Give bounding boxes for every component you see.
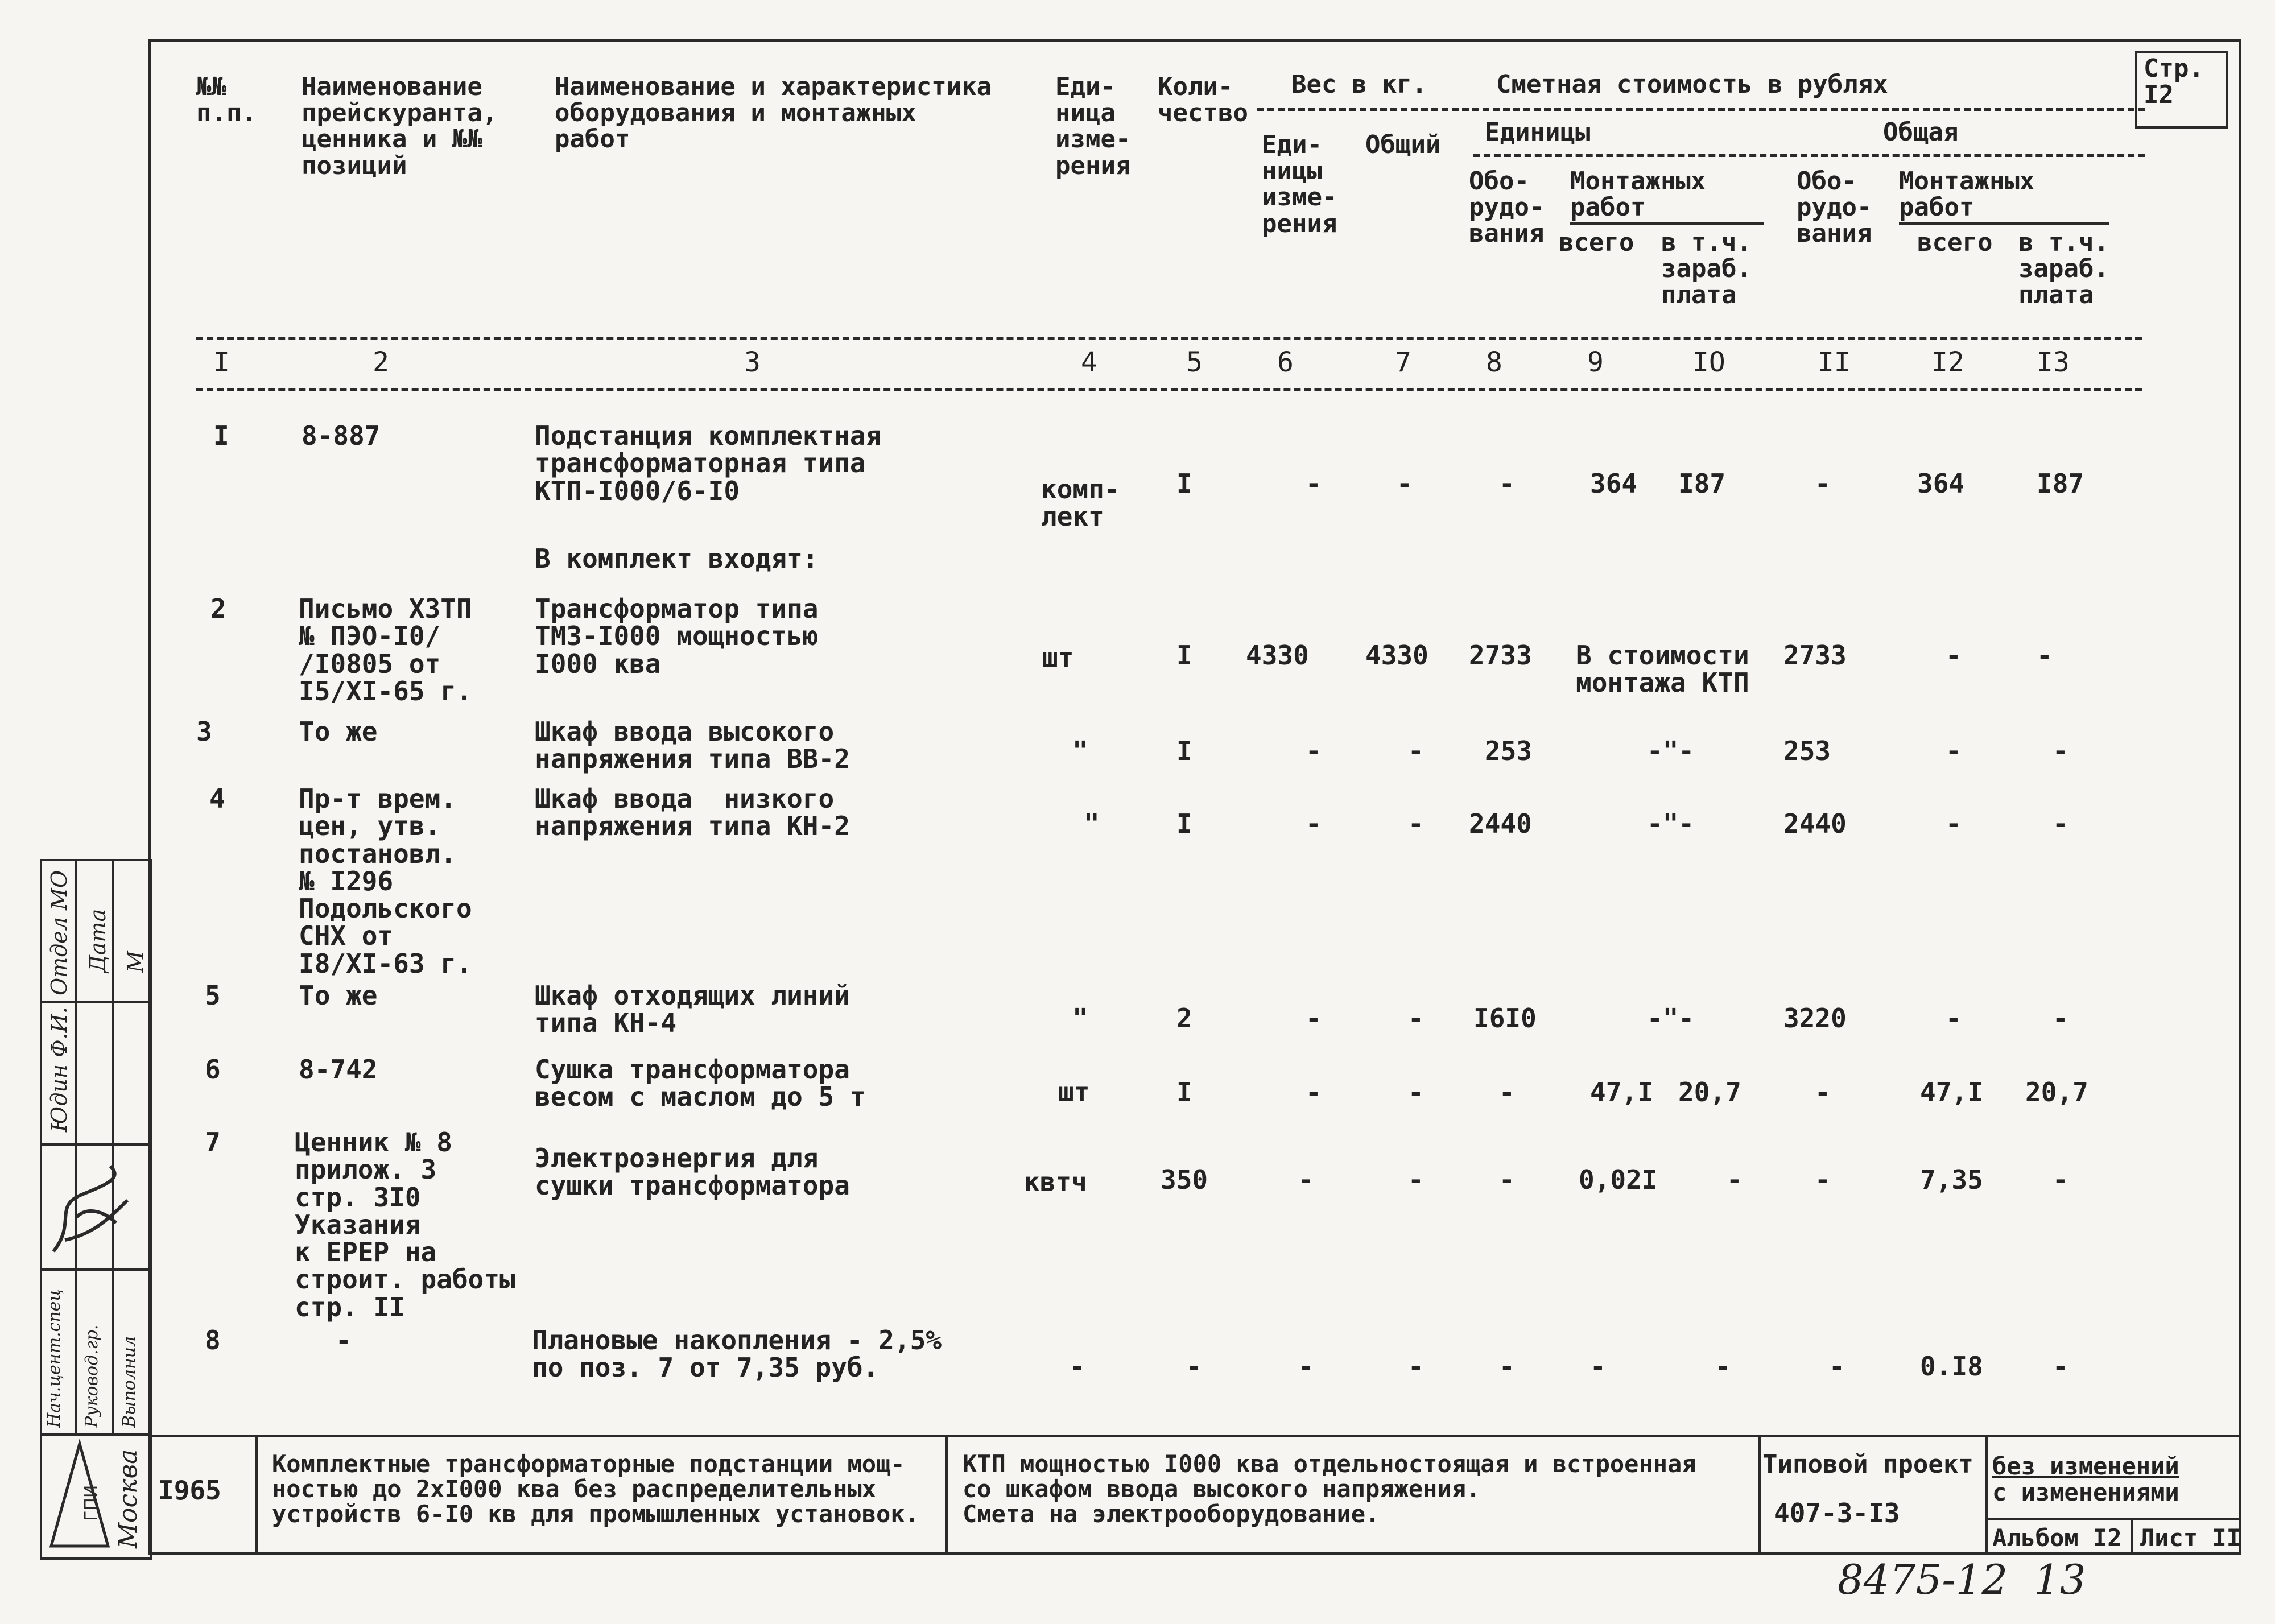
title-block-top-line — [148, 1435, 2241, 1437]
row6-c11: - — [1815, 1077, 1831, 1108]
row2-unit: шт — [1042, 642, 1074, 673]
row6-w-unit: - — [1306, 1077, 1322, 1108]
side-stamp-hline-1 — [40, 1001, 148, 1003]
row7-unit: квтч — [1024, 1167, 1087, 1197]
row1-unit: комп- лект — [1041, 474, 1120, 532]
side-stamp-role-2: Руковод.гр. — [82, 1324, 102, 1428]
row8-w-unit: - — [1298, 1351, 1314, 1382]
row8-unit: - — [1070, 1351, 1085, 1382]
header-col-weight: Вес в кг. — [1291, 70, 1427, 99]
title-project-no: 407-3-I3 — [1774, 1498, 1900, 1528]
side-stamp-hline-3 — [40, 1268, 148, 1271]
title-block-sep-2 — [945, 1435, 948, 1555]
row2-c11: 2733 — [1783, 640, 1847, 671]
header-cost-line — [1473, 154, 2145, 157]
row6-qty: I — [1176, 1077, 1192, 1108]
row7-no: 7 — [205, 1127, 221, 1158]
colnum-4: 4 — [1081, 346, 1097, 378]
title-no-changes: без изменений — [1992, 1452, 2179, 1480]
row3-name: Шкаф ввода высокого напряжения типа ВВ-2 — [535, 716, 850, 775]
header-col-qty: Коли- чество — [1158, 72, 1248, 128]
row8-w-total: - — [1408, 1351, 1424, 1382]
side-stamp-hline-4 — [40, 1433, 148, 1436]
row1-c8: - — [1499, 468, 1515, 499]
row4-w-unit: - — [1306, 808, 1322, 839]
row4-c13: - — [2053, 808, 2068, 839]
row8-no: 8 — [205, 1325, 221, 1356]
colnum-8: 8 — [1486, 346, 1502, 378]
title-block-sep-3 — [1758, 1435, 1761, 1555]
row4-qty: I — [1176, 808, 1192, 839]
row3-w-unit: - — [1306, 735, 1322, 766]
row8-c13: - — [2053, 1351, 2068, 1382]
row2-w-unit: 4330 — [1246, 640, 1309, 671]
row6-c13: 20,7 — [2025, 1077, 2088, 1108]
side-stamp-vline-1 — [75, 859, 77, 1433]
header-col-cost: Сметная стоимость в рублях — [1496, 70, 1888, 99]
row3-no: 3 — [196, 716, 212, 747]
row6-unit: шт — [1058, 1077, 1090, 1108]
row3-c13: - — [2053, 735, 2068, 766]
row4-c8: 2440 — [1469, 808, 1532, 839]
row5-c9: -"- — [1647, 1003, 1695, 1034]
header-col-cost-total: Общая — [1883, 118, 1959, 147]
row5-c12: - — [1946, 1003, 1962, 1034]
row1-c13: I87 — [2037, 468, 2084, 499]
colnum-11: II — [1818, 346, 1851, 378]
colnum-13: I3 — [2037, 346, 2070, 378]
row2-qty: I — [1176, 640, 1192, 671]
colnum-7: 7 — [1395, 346, 1411, 378]
title-sheet: Лист II — [2140, 1524, 2241, 1552]
row5-ref: То же — [299, 980, 378, 1011]
row1-c9: 364 — [1590, 468, 1638, 499]
title-year: I965 — [158, 1475, 221, 1506]
row7-ref: Ценник № 8 прилож. 3 стр. 3I0 Указания к ЕРЕР на строит. работы стр. II — [295, 1127, 515, 1323]
header-wage-unit: в т.ч. зараб. плата — [1661, 228, 1752, 310]
row4-ref: Пр-т врем. цен, утв. постановл. № I296 Подольского СНХ от I8/XI-63 г. — [299, 783, 472, 979]
header-wage-total: в т.ч. зараб. плата — [2018, 228, 2109, 310]
title-desc-right: КТП мощностью I000 ква отдельностоящая и встроенная со шкафом ввода высокого напряжения. Смета на электрооборудование. — [963, 1450, 1696, 1528]
header-col-cost-unit: Единицы — [1485, 118, 1591, 147]
title-block-vline-sheet — [2131, 1518, 2133, 1555]
row1-c12: 364 — [1917, 468, 1965, 499]
colnum-5: 5 — [1186, 346, 1203, 378]
side-stamp-col-1: Отдел МО — [47, 870, 72, 995]
row1-w-unit: - — [1306, 468, 1322, 499]
signature-icon — [42, 1155, 144, 1263]
title-album: Альбом I2 — [1992, 1524, 2122, 1552]
row4-name: Шкаф ввода низкого напряжения типа КН-2 — [535, 783, 850, 842]
row2-no: 2 — [210, 593, 226, 624]
row3-c9: -"- — [1647, 735, 1695, 766]
title-block-hline-right — [1985, 1518, 2241, 1520]
row4-c9: -"- — [1647, 808, 1695, 839]
row5-qty: 2 — [1176, 1003, 1192, 1034]
title-block-sep-1 — [255, 1435, 258, 1555]
colnum-6: 6 — [1277, 346, 1294, 378]
row8-c10: - — [1715, 1351, 1731, 1382]
colnum-12: I2 — [1931, 346, 1964, 378]
row5-w-unit: - — [1306, 1003, 1322, 1034]
row4-c11: 2440 — [1783, 808, 1847, 839]
row6-no: 6 — [205, 1054, 221, 1085]
colnum-3: 3 — [744, 346, 761, 378]
row8-qty: - — [1186, 1351, 1202, 1382]
kit-includes-label: В комплект входят: — [535, 543, 819, 574]
row1-qty: I — [1176, 468, 1192, 499]
row6-name: Сушка трансформатора весом с маслом до 5 т — [535, 1054, 866, 1113]
row1-ref: 8-887 — [302, 420, 381, 451]
gpi-logo-icon — [46, 1438, 114, 1552]
row8-c12: 0.I8 — [1920, 1351, 1983, 1382]
row5-unit: " — [1072, 1003, 1088, 1034]
row2-c9: В стоимости монтажа КТП — [1576, 640, 1749, 699]
colnum-1: I — [213, 346, 230, 378]
row8-c8: - — [1499, 1351, 1515, 1382]
side-stamp-col-2: Дата — [85, 908, 110, 973]
row7-c8: - — [1499, 1164, 1515, 1195]
header-equip-total: Обо- рудо- вания — [1797, 167, 1872, 249]
row5-w-total: - — [1408, 1003, 1424, 1034]
svg-text:ГПИ: ГПИ — [81, 1485, 101, 1521]
row3-w-total: - — [1408, 735, 1424, 766]
row1-no: I — [213, 420, 229, 451]
row4-no: 4 — [209, 783, 225, 814]
row1-name: Подстанция комплектная трансформаторная типа КТП-I000/6-I0 — [535, 420, 882, 506]
row2-c13: - — [2037, 640, 2053, 671]
row2-w-total: 4330 — [1365, 640, 1428, 671]
header-all-total: всего — [1917, 228, 1993, 257]
handwritten-archive-number: 8475-12 13 — [1838, 1556, 2086, 1604]
header-mount-underline-1 — [1570, 222, 1764, 225]
row2-c8: 2733 — [1469, 640, 1532, 671]
colnum-9: 9 — [1587, 346, 1604, 378]
colnum-10: IO — [1692, 346, 1725, 378]
row7-c9: 0,02I — [1579, 1164, 1658, 1195]
title-desc-left: Комплектные трансформаторные подстанции мощ- ностью до 2хI000 ква без распределительных устройств 6-I0 кв для промышленных установок. — [272, 1450, 919, 1528]
row8-name: Плановые накопления - 2,5% по поз. 7 от 7,35 руб. — [532, 1325, 942, 1383]
row6-c9: 47,I — [1590, 1077, 1653, 1108]
row5-c8: I6I0 — [1473, 1003, 1537, 1034]
row4-unit: " — [1084, 808, 1100, 839]
colnum-bottom-line — [196, 388, 2142, 391]
row7-name: Электроэнергия для сушки трансформатора — [535, 1143, 850, 1201]
header-weight-line — [1257, 108, 2145, 111]
row1-c10: I87 — [1678, 468, 1726, 499]
title-project-label: Типовой проект — [1762, 1450, 1973, 1479]
header-col-pricelist: Наименование прейскуранта, ценника и №№ позиций — [302, 72, 498, 180]
side-stamp-col-3: М — [123, 951, 148, 973]
row3-c8: 253 — [1485, 735, 1533, 766]
title-with-changes: с изменениями — [1992, 1478, 2179, 1506]
row1-w-total: - — [1397, 468, 1413, 499]
header-col-weight-unit: Еди- ницы изме- рения — [1262, 130, 1337, 238]
row8-c11: - — [1829, 1351, 1845, 1382]
row2-ref: Письмо ХЗТП № ПЭО-I0/ /I0805 от I5/XI-65 г. — [299, 593, 472, 706]
side-stamp-role-1: Нач.цент.спец — [44, 1289, 64, 1428]
row7-qty: 350 — [1161, 1164, 1208, 1195]
colnum-top-line — [196, 337, 2142, 340]
row5-name: Шкаф отходящих линий типа КН-4 — [535, 980, 850, 1039]
row1-c11: - — [1815, 468, 1831, 499]
row3-ref: То же — [299, 716, 378, 747]
row8-c9: - — [1590, 1351, 1606, 1382]
row4-c12: - — [1946, 808, 1962, 839]
colnum-2: 2 — [373, 346, 389, 378]
row6-ref: 8-742 — [299, 1054, 378, 1085]
row8-ref: - — [336, 1325, 352, 1356]
side-stamp-hline-2 — [40, 1143, 148, 1146]
side-stamp-name: Юдин Ф.И. — [47, 1007, 72, 1132]
header-mount-underline-2 — [1899, 222, 2109, 225]
row5-no: 5 — [205, 980, 221, 1011]
row3-unit: " — [1072, 735, 1088, 766]
header-col-weight-total: Общий — [1365, 130, 1441, 159]
row3-c11: 253 — [1783, 735, 1831, 766]
row7-c12: 7,35 — [1920, 1164, 1983, 1195]
header-mount-total: Монтажных работ — [1899, 167, 2035, 222]
page-label: Стр. I2 — [2144, 54, 2204, 110]
header-col-no: №№ п.п. — [196, 72, 257, 128]
row2-c12: - — [1946, 640, 1962, 671]
header-col-name: Наименование и характеристика оборудования и монтажных работ — [555, 72, 992, 154]
row6-c12: 47,I — [1920, 1077, 1983, 1108]
row4-w-total: - — [1408, 808, 1424, 839]
header-mount-unit: Монтажных работ — [1570, 167, 1706, 222]
side-stamp-vline-2 — [112, 859, 114, 1433]
row5-c13: - — [2053, 1003, 2068, 1034]
side-stamp — [40, 859, 148, 1555]
side-stamp-city: Москва — [114, 1449, 143, 1548]
header-equip-unit: Обо- рудо- вания — [1469, 167, 1545, 249]
row5-c11: 3220 — [1783, 1003, 1847, 1034]
row6-c10: 20,7 — [1678, 1077, 1741, 1108]
row2-name: Трансформатор типа ТМЗ-I000 мощностью I000 ква — [535, 593, 819, 679]
header-all-unit: всего — [1559, 228, 1634, 257]
header-col-unit: Еди- ница изме- рения — [1055, 72, 1131, 180]
row3-c12: - — [1946, 735, 1962, 766]
row7-w-total: - — [1408, 1164, 1424, 1195]
row6-c8: - — [1499, 1077, 1515, 1108]
row3-qty: I — [1176, 735, 1192, 766]
row7-w-unit: - — [1298, 1164, 1314, 1195]
row7-c10: - — [1727, 1164, 1743, 1195]
row7-c13: - — [2053, 1164, 2068, 1195]
row6-w-total: - — [1408, 1077, 1424, 1108]
row7-c11: - — [1815, 1164, 1831, 1195]
title-block-sep-4 — [1985, 1435, 1988, 1555]
side-stamp-role-3: Выполнил — [119, 1336, 139, 1428]
